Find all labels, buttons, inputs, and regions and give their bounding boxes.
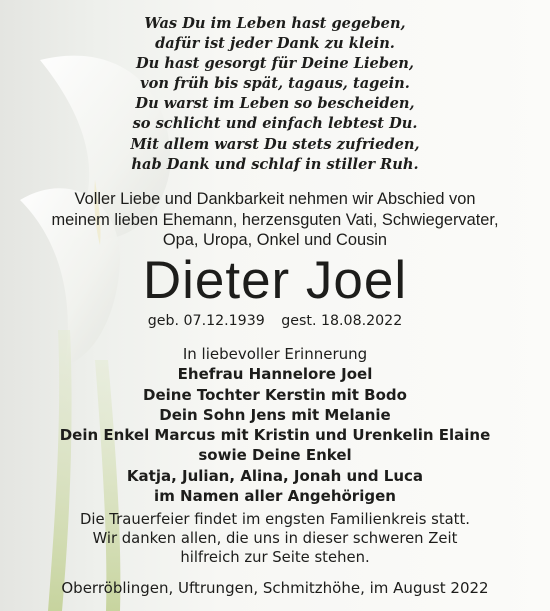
poem-line: von früh bis spät, tagaus, tagein. <box>140 75 410 93</box>
mourners-list <box>0 344 550 506</box>
mourner-line: Dein Sohn Jens mit Melanie <box>159 405 391 424</box>
mourner-line: Katja, Julian, Alina, Jonah und Luca <box>126 466 424 485</box>
notice-line: hilfreich zur Seite stehen. <box>180 549 370 567</box>
life-dates <box>0 310 550 332</box>
poem-line: Was Du im Leben hast gegeben, <box>144 15 406 32</box>
place-and-date: Oberröblingen, Uftrungen, Schmitzhöhe, im August 2022 <box>61 579 489 597</box>
mourner-line: Ehefrau Hannelore Joel <box>177 365 373 384</box>
poem-line: dafür ist jeder Dank zu klein. <box>155 35 395 53</box>
mourner-line: sowie Deine Enkel <box>198 446 352 465</box>
mourner-line: im Namen aller Angehörigen <box>154 487 396 506</box>
farewell-intro <box>0 189 550 251</box>
birth-date: geb. 07.12.1939 <box>147 313 265 329</box>
mourner-line: Deine Tochter Kerstin mit Bodo <box>143 385 407 404</box>
poem-line: Mit allem warst Du stets zufrieden, <box>130 135 420 153</box>
mourner-line: Dein Enkel Marcus mit Kristin und Urenkelin Elaine <box>59 426 491 445</box>
intro-line: Opa, Uropa, Onkel und Cousin <box>162 231 388 249</box>
intro-line: Voller Liebe und Dankbarkeit nehmen wir Abschied von <box>74 190 476 208</box>
poem-line: Du warst im Leben so bescheiden, <box>135 95 415 113</box>
death-date: gest. 18.08.2022 <box>281 313 403 329</box>
notice-line: Die Trauerfeier findet im engsten Familienkreis statt. <box>80 511 470 528</box>
mourners-heading: In liebevoller Erinnerung <box>182 345 368 363</box>
poem-line: so schlicht und einfach lebtest Du. <box>132 115 418 133</box>
poem <box>0 14 550 175</box>
poem-line: hab Dank und schlaf in stiller Ruh. <box>131 155 419 173</box>
funeral-notice <box>0 510 550 568</box>
poem-line: Du hast gesorgt für Deine Lieben, <box>136 55 414 73</box>
deceased-name: Dieter Joel <box>142 251 408 310</box>
notice-line: Wir danken allen, die uns in dieser schweren Zeit <box>92 530 458 548</box>
intro-line: meinem lieben Ehemann, herzensguten Vati, Schwiegervater, <box>51 210 499 229</box>
